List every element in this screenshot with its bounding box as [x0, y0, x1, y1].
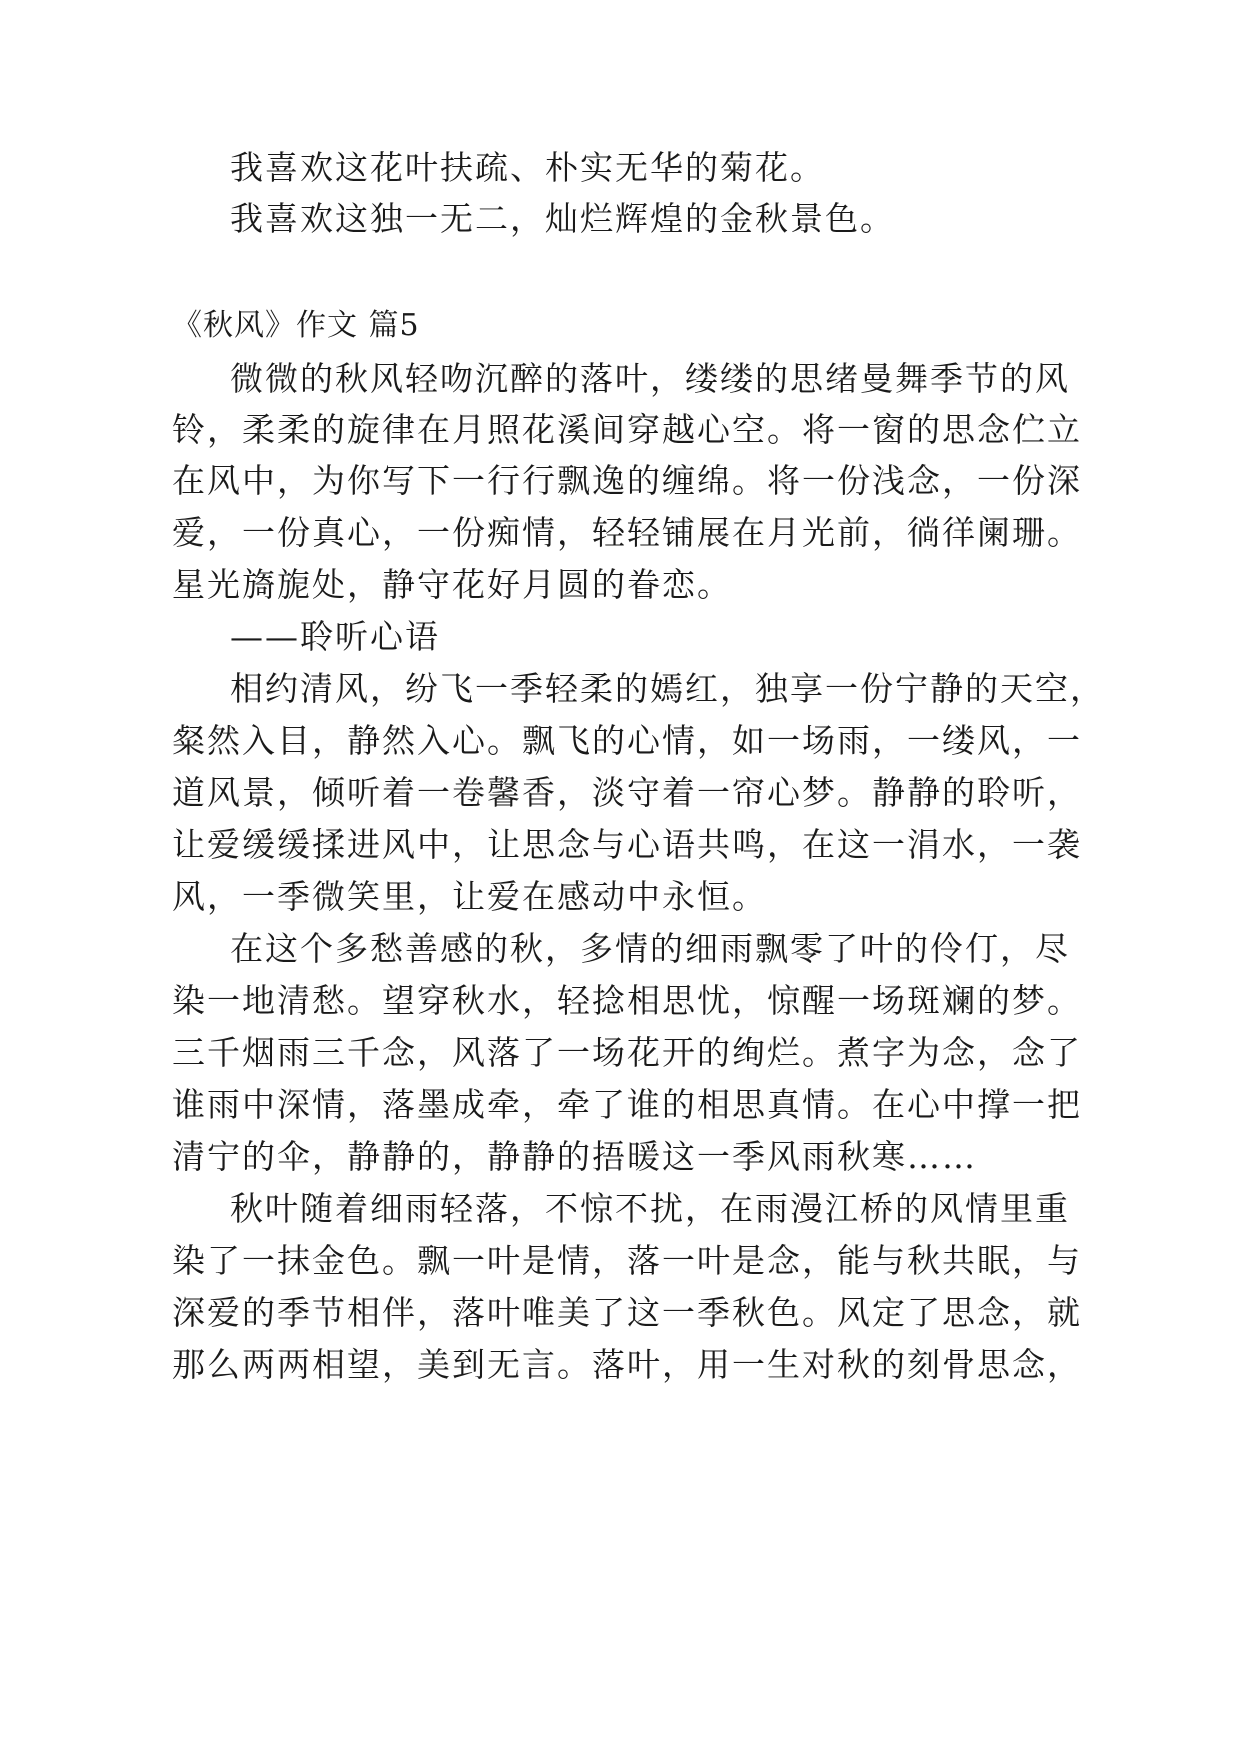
section-title: 《秋风》作文 篇5	[172, 308, 420, 343]
paragraph-line: 三千烟雨三千念，风落了一场花开的绚烂。煮字为念，念了	[172, 1033, 1082, 1072]
paragraph-line: 微微的秋风轻吻沉醉的落叶，缕缕的思绪曼舞季节的风	[230, 359, 1070, 398]
paragraph-line: 深爱的季节相伴，落叶唯美了这一季秋色。风定了思念，就	[172, 1293, 1082, 1332]
paragraph-line: 让爱缓缓揉进风中，让思念与心语共鸣，在这一涓水，一袭	[172, 825, 1082, 864]
paragraph-line: 秋叶随着细雨轻落，不惊不扰，在雨漫江桥的风情里重	[230, 1189, 1070, 1228]
paragraph-line: 谁雨中深情，落墨成牵，牵了谁的相思真情。在心中撑一把	[172, 1085, 1082, 1124]
paragraph-line: 铃，柔柔的旋律在月照花溪间穿越心空。将一窗的思念伫立	[172, 410, 1082, 449]
paragraph-line: 粲然入目，静然入心。飘飞的心情，如一场雨，一缕风，一	[172, 721, 1082, 760]
paragraph-line: 风，一季微笑里，让爱在感动中永恒。	[172, 877, 767, 916]
paragraph-line: 相约清风，纷飞一季轻柔的嫣红，独享一份宁静的天空，	[230, 669, 1105, 708]
paragraph-line: 星光旖旎处，静守花好月圆的眷恋。	[172, 565, 732, 604]
paragraph-line: 我喜欢这独一无二，灿烂辉煌的金秋景色。	[230, 199, 895, 238]
paragraph-line: 染一地清愁。望穿秋水，轻捻相思忧，惊醒一场斑斓的梦。	[172, 981, 1082, 1020]
paragraph-line: 染了一抹金色。飘一叶是情，落一叶是念，能与秋共眠，与	[172, 1241, 1082, 1280]
paragraph-line: 我喜欢这花叶扶疏、朴实无华的菊花。	[230, 148, 825, 187]
paragraph-line: 道风景，倾听着一卷馨香，淡守着一帘心梦。静静的聆听，	[172, 773, 1082, 812]
paragraph-line: 在风中，为你写下一行行飘逸的缠绵。将一份浅念，一份深	[172, 461, 1082, 500]
paragraph-line: 那么两两相望，美到无言。落叶，用一生对秋的刻骨思念，	[172, 1345, 1082, 1384]
attribution-line: ——聆听心语	[230, 617, 440, 656]
paragraph-line: 清宁的伞，静静的，静静的捂暖这一季风雨秋寒……	[172, 1137, 977, 1176]
paragraph-line: 爱，一份真心，一份痴情，轻轻铺展在月光前，徜徉阑珊。	[172, 513, 1082, 552]
paragraph-line: 在这个多愁善感的秋，多情的细雨飘零了叶的伶仃，尽	[230, 929, 1070, 968]
